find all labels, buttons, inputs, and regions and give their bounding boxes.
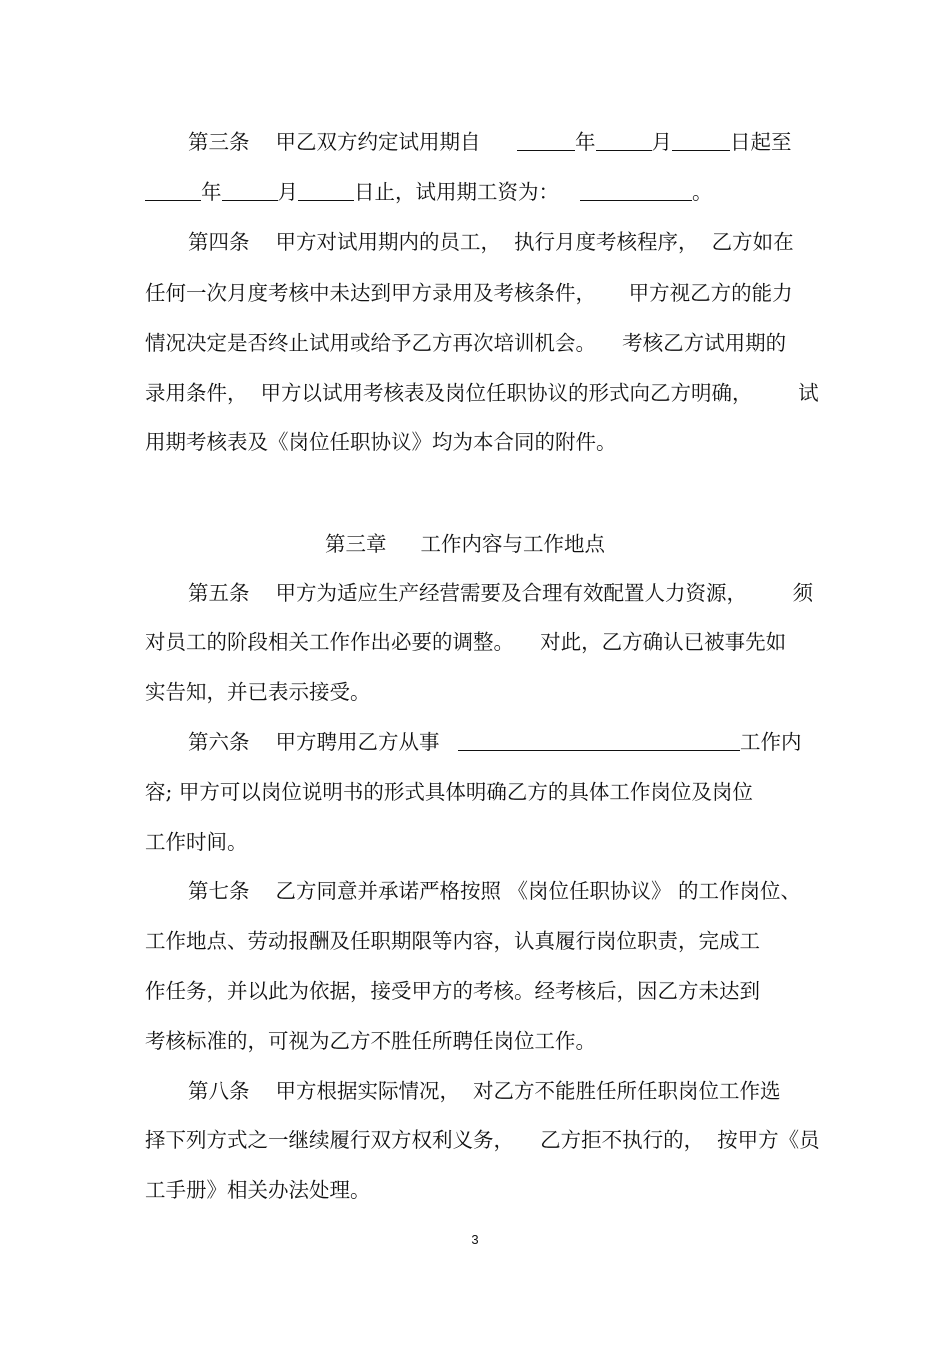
page-number: 3: [471, 1232, 479, 1247]
article-8-label: 第八条: [188, 1079, 250, 1103]
article-4-line-5: 用期考核表及《岗位任职协议》均为本合同的附件。: [145, 430, 617, 454]
article-6-line-2: 容; 甲方可以岗位说明书的形式具体明确乙方的具体工作岗位及岗位: [145, 780, 753, 804]
blank-month-to[interactable]: [222, 180, 278, 201]
article-3-line-2: 年 月 日止，试用期工资为：: [145, 176, 559, 208]
blank-trial-salary[interactable]: [580, 180, 692, 201]
chapter-heading: [325, 528, 605, 560]
article-3-label: 第三条: [188, 130, 250, 154]
article-5-line-3: 实告知，并已表示接受。: [145, 680, 371, 704]
blank-day-to[interactable]: [298, 180, 354, 201]
article-6-job-blank-line: 工作内: [458, 726, 802, 758]
article-8-line-2: 择下列方式之一继续履行双方权利义务， 乙方拒不执行的， 按甲方《员: [145, 1128, 820, 1152]
article-6-line-3: 工作时间。: [145, 830, 248, 854]
article-3-line-1: 第三条 甲乙双方约定试用期自: [188, 130, 481, 154]
article-7-line-3: 作任务，并以此为依据，接受甲方的考核。经考核后，因乙方未达到: [145, 979, 760, 1003]
blank-day-from[interactable]: [672, 130, 730, 151]
article-3-date-from: 年 月 日起至: [517, 126, 792, 158]
article-4-label: 第四条: [188, 230, 250, 254]
blank-year-to[interactable]: [145, 180, 201, 201]
article-3-salary: 。: [580, 176, 713, 208]
article-4-line-4: 录用条件， 甲方以试用考核表及岗位任职协议的形式向乙方明确， 试: [145, 381, 819, 405]
article-5-line-1: 第五条 甲方为适应生产经营需要及合理有效配置人力资源， 须: [188, 581, 814, 605]
article-4-line-2: 任何一次月度考核中未达到甲方录用及考核条件， 甲方视乙方的能力: [145, 281, 793, 305]
article-4-line-1: 第四条 甲方对试用期内的员工， 执行月度考核程序， 乙方如在: [188, 230, 794, 254]
article-6-label: 第六条: [188, 730, 250, 754]
article-7-line-4: 考核标准的，可视为乙方不胜任所聘任岗位工作。: [145, 1029, 596, 1053]
article-8-line-1: 第八条 甲方根据实际情况， 对乙方不能胜任所任职岗位工作选: [188, 1079, 781, 1103]
chapter-number: 第三章: [325, 532, 387, 556]
blank-month-from[interactable]: [596, 130, 652, 151]
blank-job-content[interactable]: [458, 730, 740, 751]
article-7-label: 第七条: [188, 879, 250, 903]
article-7-line-1: 第七条 乙方同意并承诺严格按照 《岗位任职协议》 的工作岗位、: [188, 879, 802, 903]
article-4-line-3: 情况决定是否终止试用或给予乙方再次培训机会。 考核乙方试用期的: [145, 331, 787, 355]
article-7-line-2: 工作地点、劳动报酬及任职期限等内容，认真履行岗位职责，完成工: [145, 929, 760, 953]
article-5-label: 第五条: [188, 581, 250, 605]
article-8-line-3: 工手册》相关办法处理。: [145, 1178, 371, 1202]
chapter-title: 工作内容与工作地点: [420, 532, 605, 556]
blank-year-from[interactable]: [517, 130, 575, 151]
article-5-line-2: 对员工的阶段相关工作作出必要的调整。 对此，乙方确认已被事先如: [145, 630, 787, 654]
article-6-line-1: 第六条 甲方聘用乙方从事: [188, 730, 440, 754]
